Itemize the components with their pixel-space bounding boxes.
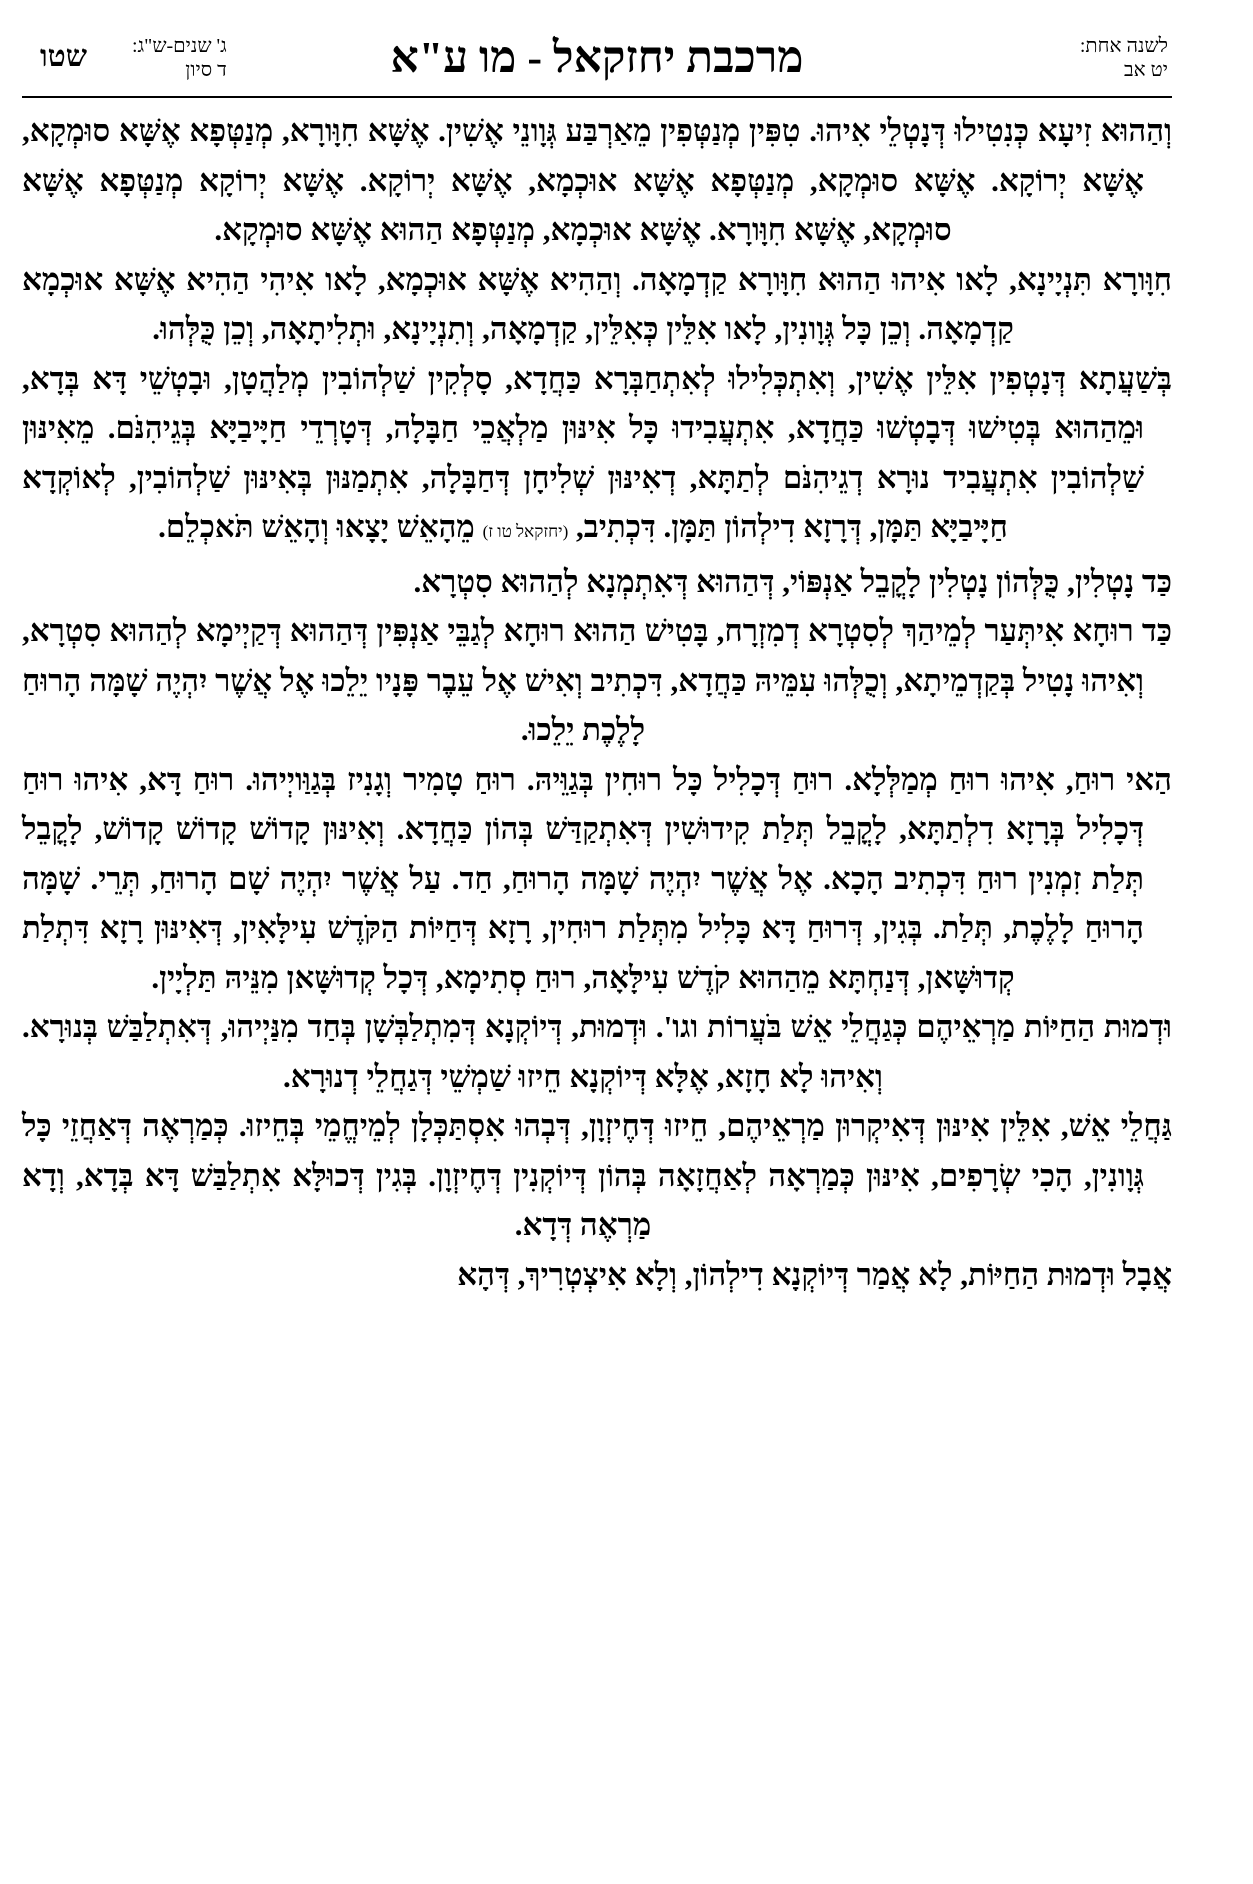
schedule-three-years-date: ד סיון	[185, 59, 227, 81]
paragraph-text: גַּחֲלֵי אֵשׁ, אִלֵּין אִינּוּן דְּאִיקְרוּן מַרְאֵיהֶם, חֵיזוּ דְּחֶיזְוָן, דְּבְהוּ אִסְתַּכְּלָן לְמֵיחֱמֵי בְּחֵיזוּ. כְּמַרְאֶה דְּאַחֲזֵי כָּל גְּוָונִין, הָכִי שְׂרָפִים, אִינּוּן כְּמַרְאָה לְאַחֲזָאָה בְּהוֹן דְּיוֹקְנִין דְּחֶיזְוָן. בְּגִין דְּכוּלָּא אִתְלַבַּשׁ דָּא בְּדָא, וְדָא מַרְאֶה דְּדָא.	[22, 1108, 1172, 1242]
paragraph	[22, 755, 1172, 1003]
paragraph-text: כַּד רוּחָא אִיתְּעַר לְמֵיהַךְ לְסִטְרָא דְמִזְרָח, בָּטִישׁ הַהוּא רוּחָא לְגַבֵּי אַנְפִּין דְּהַהוּא דְּקַיְימָא לְהַהוּא סִטְרָא, וְאִיהוּ נָטִיל בְּקַדְמֵיתָא, וְכֻלְּהוּ עִמֵּיהּ כַּחֲדָא, דִּכְתִיב וְאִישׁ אֶל עֵבֶר פָּנָיו יֵלֵכוּ אֶל אֲשֶׁר יִהְיֶה שָׁמָּה הָרוּחַ לָלֶכֶת יֵלֵכוּ.	[22, 613, 1172, 747]
paragraph	[22, 106, 1172, 255]
schedule-one-year-label: לשנה אחת:	[1079, 35, 1168, 57]
paragraph	[22, 1002, 1172, 1101]
paragraph-text: אֲבָל וּדְמוּת הַחַיּוֹת, לָא אֲמַר דְּיוֹקְנָא דִילְהוֹן, וְלָא אִיצְטְרִיךְ, דְּהָא	[457, 1256, 1172, 1292]
schedule-three-years	[132, 34, 227, 82]
paragraph-text: הַאי רוּחַ, אִיהוּ רוּחַ מְמַלְּלָא. רוּחַ דְּכָלִיל כָּל רוּחִין בְּגַוֵּיהּ. רוּחַ טָמִיר וְגָנִיז בְּגַוַּויְיהוּ. רוּחַ דָּא, אִיהוּ רוּחַ דְּכָלִיל בְּרָזָא דִלְתַתָּא, לָקֳבֵל תְּלַת קִידוּשִׁין דְּאִתְקַדַּשׁ בְּהוֹן כַּחֲדָא. וְאִינּוּן קָדוֹשׁ קָדוֹשׁ קָדוֹשׁ, לָקֳבֵל תְּלַת זִמְנִין רוּחַ דִּכְתִיב הָכָא. אֶל אֲשֶׁר יִהְיֶה שָׁמָּה הָרוּחַ, חַד. עַל אֲשֶׁר יִהְיֶה שָׁם הָרוּחַ, תְּרֵי. שָׁמָּה הָרוּחַ לָלֶכֶת, תְּלַת. בְּגִין, דְּרוּחַ דָּא כָּלִיל מִתְּלַת רוּחִין, רָזָא דְּחַיּוֹת הַקֹּדֶשׁ עִילָּאִין, דְּאִינּוּן רָזָא דִּתְלַת קְדוּשָּׁאן, דְּנַחְתָּא מֵהַהוּא קֹדֶשׁ עִילָּאָה, רוּחַ סְתִימָא, דְּכָל קְדוּשָּׁאן מִנֵּיהּ תַּלְיָין.	[22, 761, 1172, 995]
paragraph	[22, 606, 1172, 755]
paragraph	[22, 255, 1172, 354]
paragraph	[22, 354, 1172, 557]
schedule-three-years-label: ג' שנים-ש"ג:	[132, 35, 227, 57]
paragraph	[22, 1250, 1172, 1300]
page-title: מרכבת יחזקאל - מו ע"א	[390, 33, 804, 82]
page-header	[22, 22, 1172, 98]
scripture-reference: (יחזקאל טו ז)	[482, 522, 569, 541]
paragraph-text: בְּשַׁעֲתָא דְּנָטְפִין אִלֵּין אֶשִׁין, וְאִתְכְּלִילוּ לְאִתְחַבְּרָא כַּחֲדָא, סָלְקִין שַׁלְהוֹבִין מְלַהֲטָן, וּבָטְשֵׁי דָּא בְּדָא, וּמֵהַהוּא בְּטִישׁוּ דְּבָטְשׁוּ כַּחֲדָא, אִתְעֲבִידוּ כָּל אִינּוּן מַלְאֲכֵי חַבָּלָה, דְּטָרְדֵי חַיָּיבַיָּא בְּגֵיהִנֹּם. מֵאִינּוּן שַׁלְהוֹבִין אִתְעֲבִיד נוּרָא דְגֵיהִנֹּם לְתַתָּא, דְאִינּוּן שְׁלִיחָן דְּחַבָּלָה, אִתְמַנּוּן בְּאִינּוּן שַׁלְהוֹבִין, לְאוֹקְדָא חַיָּיבַיָּא תַּמָּן, דְּרָזָא דִילְהוֹן תַּמָּן. דִּכְתִיב,	[22, 360, 1172, 544]
paragraph-text: וְהַהוּא זִיעָא כְּנִטִילוּ דְּנָטְלֵי אִיהוּ. טִפִּין מְנַטְּפִין מֵאַרְבַּע גְּוָונֵי אֶשִׁין. אֶשָּׁא חִוָּורָא, מְנַטְּפָא אֶשָּׁא סוּמְקָא, אֶשָּׁא יְרוֹקָא. אֶשָּׁא סוּמְקָא, מְנַטְּפָא אֶשָּׁא אוּכְמָא, אֶשָּׁא יְרוֹקָא. אֶשָּׁא יְרוֹקָא מְנַטְּפָא אֶשָּׁא סוּמְקָא, אֶשָּׁא חִוָּורָא. אֶשָּׁא אוּכְמָא, מְנַטְּפָא הַהוּא אֶשָּׁא סוּמְקָא.	[22, 113, 1172, 247]
paragraph-text: חִוָּורָא תִּנְיָינָא, לָאו אִיהוּ הַהוּא חִוָּורָא קַדְמָאָה. וְהַהִיא אֶשָּׁא אוּכְמָא, לָאו אִיהִי הַהִיא אֶשָּׁא אוּכְמָא קַדְמָאָה. וְכֵן כָּל גְּוָונִין, לָאו אִלֵּין כְּאִלֵּין, קַדְמָאָה, וְתִנְיָינָא, וּתְלִיתָאָה, וְכֵן כֻּלְּהוּ.	[22, 261, 1172, 346]
page-number: שטו	[40, 40, 88, 73]
paragraph-text-end: מֵהָאֵשׁ יָצָאוּ וְהָאֵשׁ תֹּאכְלֵם.	[158, 509, 483, 544]
schedule-one-year-date: יט אב	[1124, 59, 1168, 81]
paragraph	[22, 557, 1172, 607]
paragraph-text: כַּד נָטְלִין, כֻּלְּהוֹן נָטְלִין לָקֳבֵל אַנְפּוֹי, דְּהַהוּא דְּאִתְמְנָא לְהַהוּא סִטְרָא.	[413, 563, 1172, 599]
paragraph-text: וּדְמוּת הַחַיּוֹת מַרְאֵיהֶם כְּגַחֲלֵי אֵשׁ בֹּעֲרוֹת וגו'. וּדְמוּת, דְּיוֹקְנָא דְּמִתְלַבְּשָׁן בְּחַד מִנַּיְיהוּ, דְּאִתְלַבַּשׁ בְּנוּרָא. וְאִיהוּ לָא חָזָא, אֶלָּא דְּיוֹקְנָא חֵיזוּ שַׁמְשֵׁי דְּגַחֲלֵי דְנוּרָא.	[22, 1009, 1172, 1094]
main-text	[22, 106, 1172, 1299]
page	[22, 22, 1172, 1862]
paragraph	[22, 1101, 1172, 1250]
